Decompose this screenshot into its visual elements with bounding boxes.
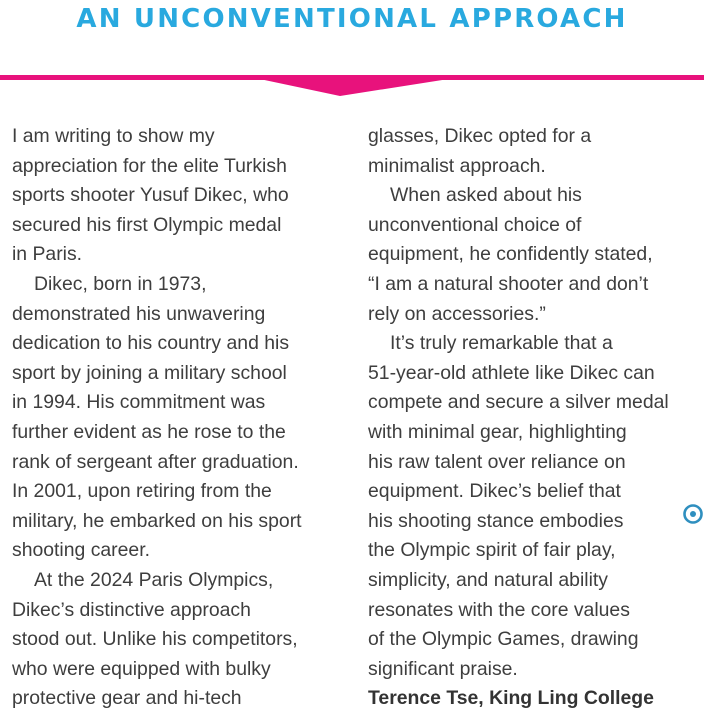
- paragraph-line: rank of sergeant after graduation.: [12, 450, 299, 473]
- paragraph-line: of the Olympic Games, drawing: [368, 628, 639, 651]
- author-signature: Terence Tse, King Ling College: [368, 687, 654, 710]
- paragraph-line: the Olympic spirit of fair play,: [368, 539, 616, 562]
- paragraph-line: simplicity, and natural ability: [368, 568, 608, 591]
- article-column-right: [368, 122, 704, 714]
- paragraph-line: Dikec, born in 1973,: [34, 272, 207, 295]
- article-title: AN UNCONVENTIONAL APPROACH: [76, 4, 628, 34]
- paragraph-line: unconventional choice of: [368, 213, 582, 236]
- paragraph-line: protective gear and hi-tech: [12, 687, 242, 710]
- paragraph-line: Dikec’s distinctive approach: [12, 598, 251, 621]
- paragraph-line: secured his first Olympic medal: [12, 213, 282, 236]
- paragraph-line: It’s truly remarkable that a: [390, 332, 613, 355]
- paragraph-line: stood out. Unlike his competitors,: [12, 628, 298, 651]
- paragraph-line: who were equipped with bulky: [12, 657, 271, 680]
- circle-target-icon[interactable]: [682, 503, 704, 525]
- paragraph-line: minimalist approach.: [368, 154, 546, 177]
- paragraph-line: in Paris.: [12, 243, 83, 266]
- paragraph-line: sport by joining a military school: [12, 361, 287, 384]
- paragraph-line: with minimal gear, highlighting: [368, 420, 627, 443]
- paragraph-line: compete and secure a silver medal: [368, 391, 669, 414]
- paragraph-line: in 1994. His commitment was: [12, 391, 266, 414]
- header-divider-notch: [0, 78, 704, 98]
- paragraph-line: military, he embarked on his sport: [12, 509, 302, 532]
- paragraph-line: In 2001, upon retiring from the: [12, 480, 272, 503]
- paragraph-line: rely on accessories.”: [368, 302, 546, 325]
- paragraph-line: I am writing to show my: [12, 125, 215, 147]
- paragraph-line: equipment. Dikec’s belief that: [368, 480, 621, 503]
- paragraph-line: demonstrated his unwavering: [12, 302, 266, 325]
- paragraph-line: 51-year-old athlete like Dikec can: [368, 361, 655, 384]
- paragraph-line: significant praise.: [368, 657, 518, 680]
- paragraph-line: sports shooter Yusuf Dikec, who: [12, 184, 289, 207]
- paragraph-line: his shooting stance embodies: [368, 509, 624, 532]
- paragraph-line: resonates with the core values: [368, 598, 630, 621]
- paragraph-line: “I am a natural shooter and don’t: [368, 272, 649, 295]
- paragraph-line: his raw talent over reliance on: [368, 450, 626, 473]
- paragraph-line: further evident as he rose to the: [12, 420, 286, 443]
- paragraph-line: When asked about his: [390, 184, 582, 207]
- paragraph-line: glasses, Dikec opted for a: [368, 125, 592, 147]
- paragraph-line: At the 2024 Paris Olympics,: [34, 568, 274, 591]
- paragraph-line: shooting career.: [12, 539, 150, 562]
- article-column-left: [12, 122, 352, 714]
- paragraph-line: equipment, he confidently stated,: [368, 243, 653, 266]
- paragraph-line: appreciation for the elite Turkish: [12, 154, 287, 177]
- paragraph-line: dedication to his country and his: [12, 332, 290, 355]
